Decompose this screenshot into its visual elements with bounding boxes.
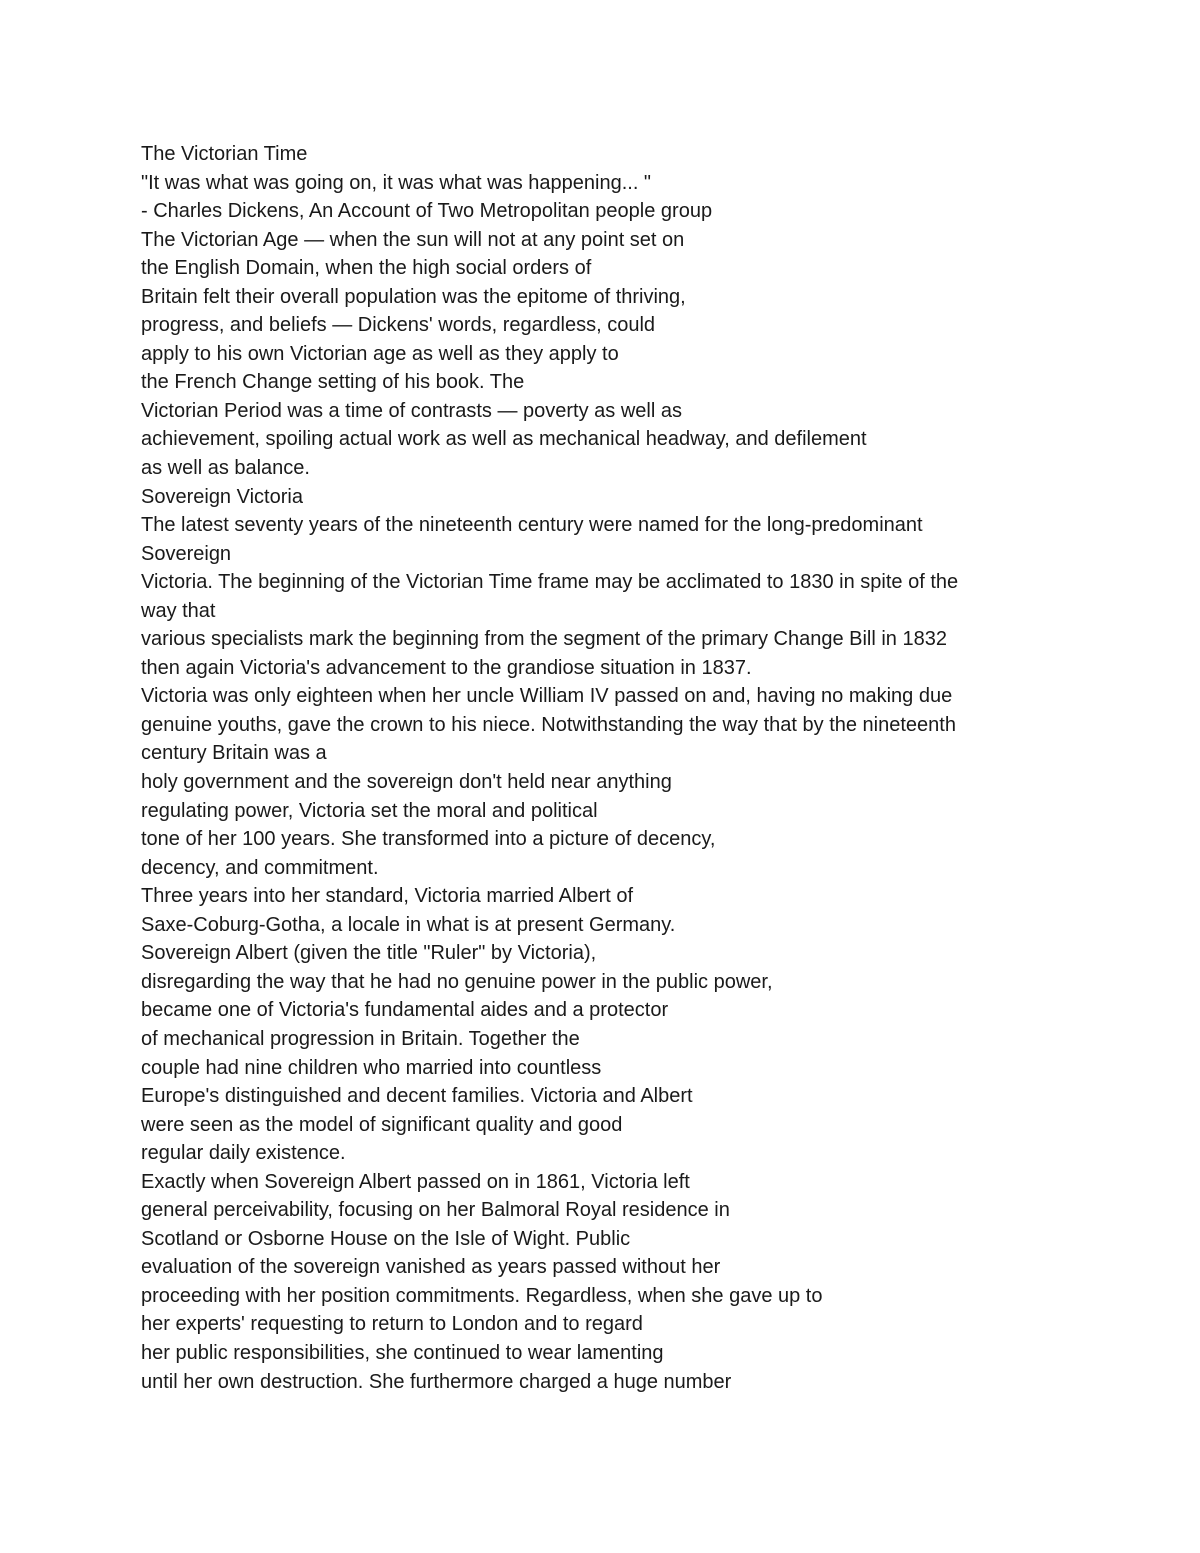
document-body bbox=[141, 140, 1041, 1396]
text-line: Europe's distinguished and decent families. Victoria and Albert bbox=[141, 1085, 693, 1108]
text-line: were seen as the model of significant quality and good bbox=[141, 1113, 623, 1136]
text-line: the French Change setting of his book. The bbox=[141, 371, 525, 394]
text-line: Exactly when Sovereign Albert passed on in 1861, Victoria left bbox=[141, 1170, 690, 1193]
text-line: Saxe-Coburg-Gotha, a locale in what is at present Germany. bbox=[141, 913, 676, 936]
text-line: apply to his own Victorian age as well as they apply to bbox=[141, 342, 619, 365]
text-line: Sovereign Albert (given the title "Ruler" by Victoria), bbox=[141, 942, 597, 965]
epigraph-attribution: - Charles Dickens, An Account of Two Metropolitan people group bbox=[141, 200, 713, 223]
text-line: tone of her 100 years. She transformed into a picture of decency, bbox=[141, 828, 716, 851]
text-line: Victorian Period was a time of contrasts — poverty as well as bbox=[141, 399, 682, 422]
text-line: Scotland or Osborne House on the Isle of Wight. Public bbox=[141, 1227, 631, 1250]
text-line: genuine youths, gave the crown to his niece. Notwithstanding the way that by the nineteenth bbox=[141, 713, 956, 736]
text-line: The latest seventy years of the nineteenth century were named for the long-predominant bbox=[141, 514, 923, 537]
text-line: The Victorian Age — when the sun will not at any point set on bbox=[141, 228, 685, 251]
text-line: regulating power, Victoria set the moral and political bbox=[141, 799, 598, 822]
text-line: various specialists mark the beginning from the segment of the primary Change Bill in 1832 bbox=[141, 628, 947, 651]
text-line: Sovereign bbox=[141, 542, 232, 565]
text-line: disregarding the way that he had no genuine power in the public power, bbox=[141, 970, 773, 993]
text-line: Victoria. The beginning of the Victorian Time frame may be acclimated to 1830 in spite of the bbox=[141, 571, 959, 594]
text-line: her public responsibilities, she continued to wear lamenting bbox=[141, 1341, 664, 1364]
text-line: Britain felt their overall population was the epitome of thriving, bbox=[141, 285, 686, 308]
text-line: as well as balance. bbox=[141, 457, 310, 480]
section-heading: Sovereign Victoria bbox=[141, 485, 303, 508]
text-line: Victoria was only eighteen when her uncle William IV passed on and, having no making due bbox=[141, 685, 953, 708]
text-line: regular daily existence. bbox=[141, 1142, 346, 1165]
text-line: couple had nine children who married into countless bbox=[141, 1056, 602, 1079]
text-line: the English Domain, when the high social orders of bbox=[141, 257, 592, 280]
text-line: proceeding with her position commitments. Regardless, when she gave up to bbox=[141, 1284, 823, 1307]
text-line: way that bbox=[141, 599, 216, 622]
text-line: until her own destruction. She furthermore charged a huge number bbox=[141, 1370, 732, 1393]
text-line: evaluation of the sovereign vanished as years passed without her bbox=[141, 1256, 721, 1279]
text-line: of mechanical progression in Britain. Together the bbox=[141, 1027, 580, 1050]
text-line: achievement, spoiling actual work as well as mechanical headway, and defilement bbox=[141, 428, 867, 451]
text-line: her experts' requesting to return to London and to regard bbox=[141, 1313, 643, 1336]
document-title: The Victorian Time bbox=[141, 143, 308, 165]
text-line: progress, and beliefs — Dickens' words, regardless, could bbox=[141, 314, 656, 337]
text-line: holy government and the sovereign don't held near anything bbox=[141, 771, 672, 794]
text-line: then again Victoria's advancement to the grandiose situation in 1837. bbox=[141, 656, 752, 679]
text-line: decency, and commitment. bbox=[141, 856, 379, 879]
text-line: became one of Victoria's fundamental aides and a protector bbox=[141, 999, 669, 1022]
text-line: century Britain was a bbox=[141, 742, 327, 765]
text-line: Three years into her standard, Victoria married Albert of bbox=[141, 885, 634, 908]
text-line: general perceivability, focusing on her Balmoral Royal residence in bbox=[141, 1199, 730, 1222]
epigraph-quote: "It was what was going on, it was what was happening... " bbox=[141, 171, 652, 194]
